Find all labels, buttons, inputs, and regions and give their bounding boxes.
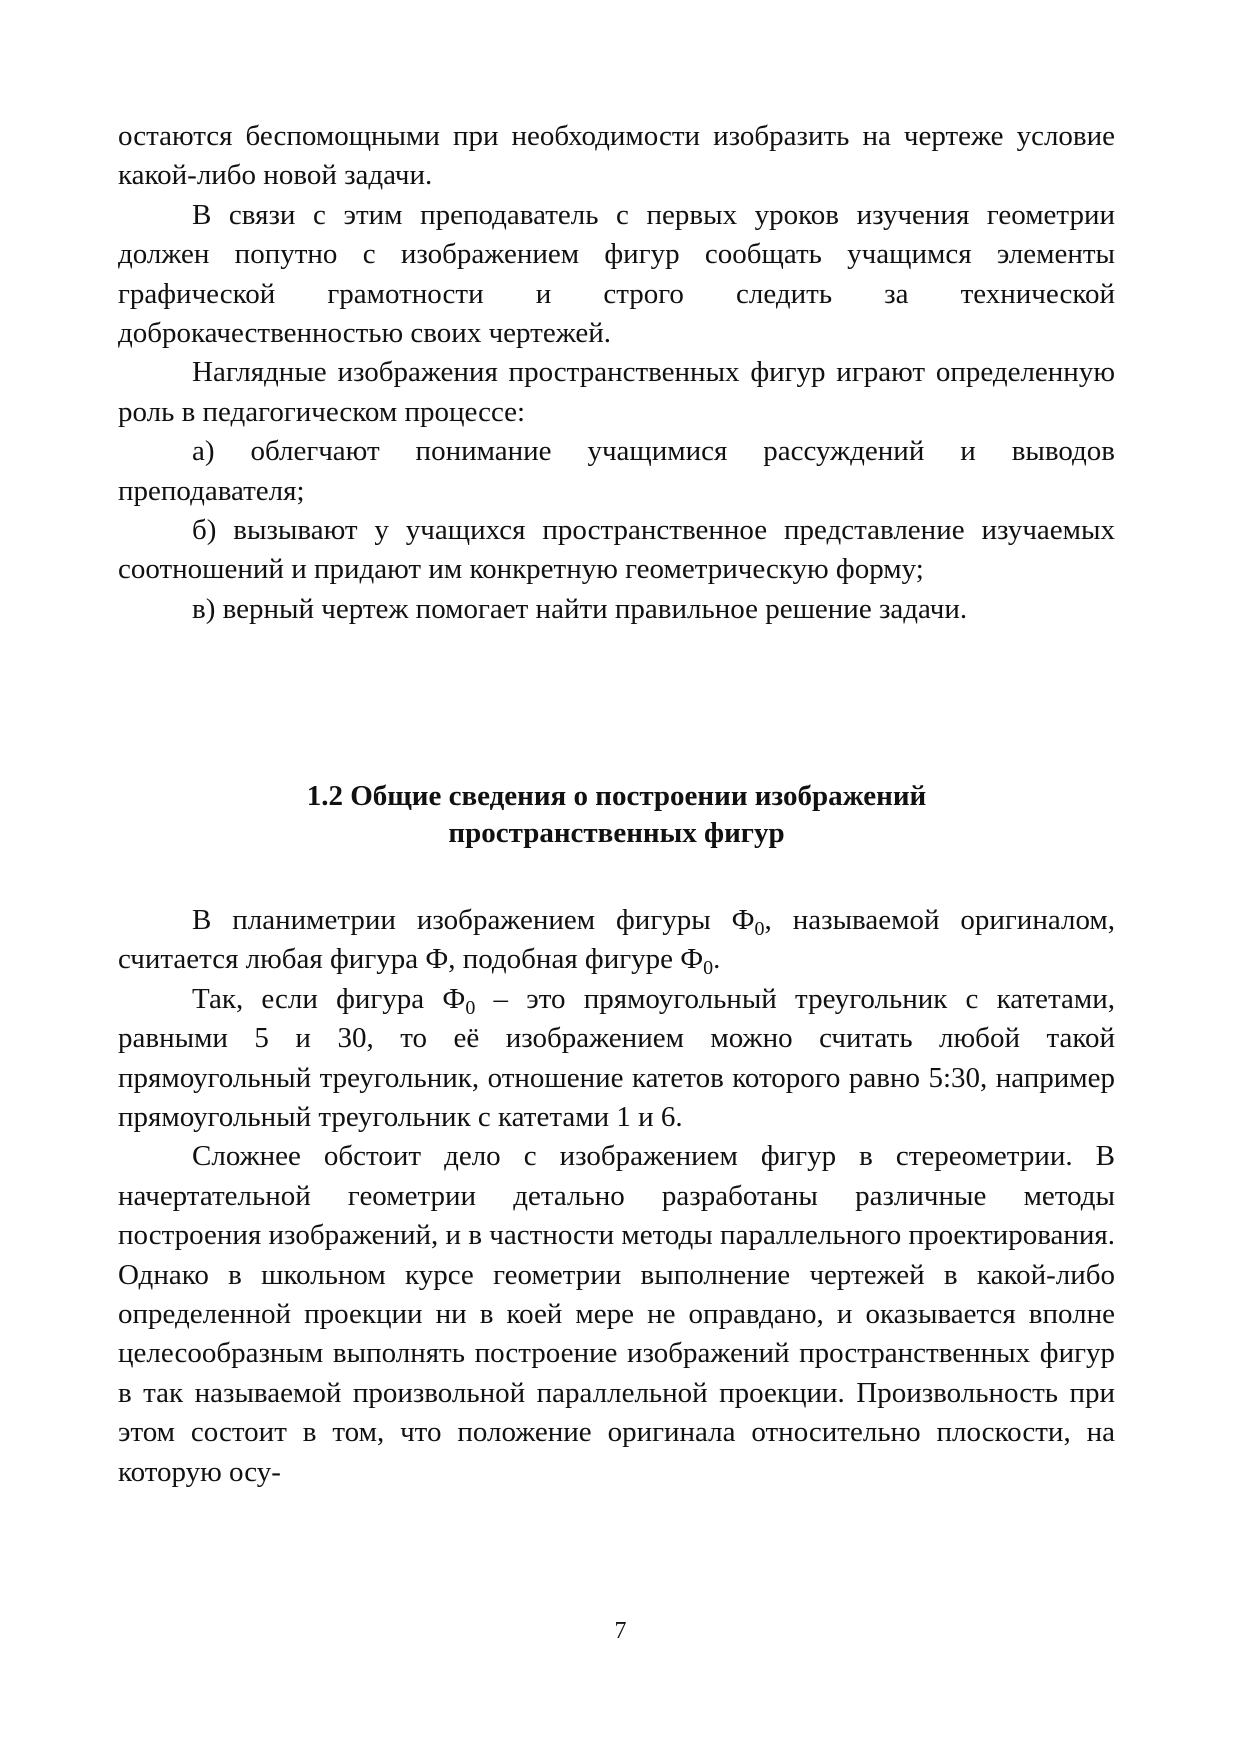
paragraph-stereometry: Сложнее обстоит дело с изображением фигур в стереометрии. В начертательной геометрии детально разработаны различные методы построения изображений, и в частности методы параллельного проектирования. Однако в школьном курсе геометрии выполнение чертежей в какой-либо определенной проекции ни в коей мере не оправдано, и оказывается вполне целесообразным выполнять построение изображений пространственных фигур в так называемой произвольной параллельной проекции. Произвольность при этом состоит в том, что положение оригинала относительно плоскости, на которую осу- xyxy=(118,1140,1115,1488)
planimetry-text-1: В планиметрии изображением фигуры Ф xyxy=(192,904,755,936)
list-item-a: а) облегчают понимание учащимися рассуждений и выводов преподавателя; xyxy=(118,435,1115,507)
paragraph-planimetry xyxy=(118,901,1115,980)
section-heading-line-2: пространственных фигур xyxy=(448,817,785,849)
text-block-bottom xyxy=(118,901,1115,1492)
planimetry-text-2: , называемой оригиналом, считается любая фигура Ф, подобная фигуре Ф xyxy=(118,904,1115,976)
list-item-b: б) вызывают у учащихся пространственное представление изучаемых соотношений и придают им конкретную геометрическую форму; xyxy=(118,514,1115,586)
paragraph-teacher-duty: В связи с этим преподаватель с первых уроков изучения геометрии должен попутно с изображением фигур сообщать учащимся элементы графической грамотности и строго следить за технической доброкачественностью своих чертежей. xyxy=(118,198,1115,350)
section-heading xyxy=(118,778,1115,852)
text-block-top xyxy=(118,117,1115,629)
subscript-zero: 0 xyxy=(465,996,476,1019)
page-number: 7 xyxy=(614,1618,627,1644)
list-item-v: в) верный чертеж помогает найти правильное решение задачи. xyxy=(192,592,968,625)
planimetry-text-3: . xyxy=(713,943,721,976)
section-heading-line-1: 1.2 Общие сведения о построении изображений xyxy=(306,780,927,812)
example-text-2: – это прямоугольный треугольник с катетами, равными 5 и 30, то её изображением можно считать любой такой прямоугольный треугольник, отношение катетов которого равно 5:30, например прямоугольный треугольник с катетами 1 и 6. xyxy=(118,982,1115,1134)
subscript-zero: 0 xyxy=(754,918,765,940)
subscript-zero: 0 xyxy=(703,957,714,980)
paragraph-visual-role: Наглядные изображения пространственных фигур играют определенную роль в педагогическом процессе: xyxy=(118,356,1115,428)
example-text-1: Так, если фигура Ф xyxy=(192,982,466,1015)
paragraph-continuation: остаются беспомощными при необходимости изобразить на чертеже условие какой-либо новой задачи. xyxy=(118,120,1115,192)
paragraph-example xyxy=(118,980,1115,1138)
